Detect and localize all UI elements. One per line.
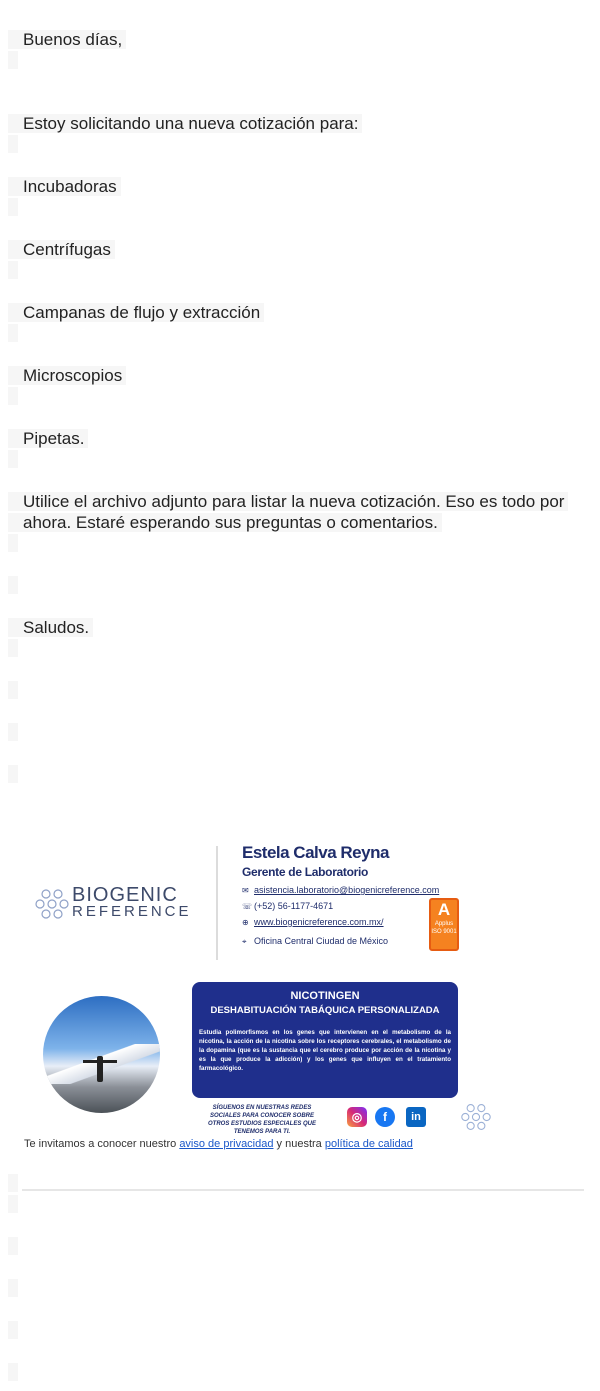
blank-line <box>8 1237 18 1255</box>
blank-line <box>8 135 18 153</box>
closing: Saludos. <box>8 617 578 638</box>
blank-line <box>8 387 18 405</box>
list-item: Campanas de flujo y extracción <box>8 302 578 323</box>
molecule-icon <box>460 1101 492 1133</box>
signature-role: Gerente de Laboratorio <box>242 865 369 879</box>
signature-divider <box>216 846 218 960</box>
banner-body: Estudia polimorfismos en los genes que intervienen en el metabolismo de la nicotina, la acción de la nicotina sobre los receptores cerebrales, el metabolismo de la dopamina (que es la sustancia que el cerebro produce por acción de la nicotina y es la que produce la adicción) y los genes que influyen en el tratamiento farmacológico. <box>199 1029 451 1072</box>
envelope-icon: ✉ <box>242 886 249 895</box>
blank-line <box>8 51 18 69</box>
linkedin-icon[interactable]: in <box>406 1107 426 1127</box>
list-item: Incubadoras <box>8 176 578 197</box>
company-logo <box>34 884 192 924</box>
quality-policy-link[interactable]: política de calidad <box>324 1138 413 1150</box>
cert-grade: A <box>437 900 451 919</box>
social-invite-text: SÍGUENOS EN NUESTRAS REDES SOCIALES PARA CONOCER SOBRE OTROS ESTUDIOS ESPECIALES QUE TENEMOS PARA TI. <box>207 1105 317 1135</box>
logo-line1: BIOGENIC <box>72 884 178 906</box>
certification-badge <box>429 898 459 951</box>
profile-photo <box>43 996 160 1113</box>
list-item: Pipetas. <box>8 428 578 449</box>
blank-line <box>8 261 18 279</box>
privacy-middle: y nuestra <box>276 1138 322 1150</box>
privacy-prefix: Te invitamos a conocer nuestro <box>24 1138 177 1150</box>
facebook-icon[interactable]: f <box>375 1107 395 1127</box>
blank-line <box>8 534 18 552</box>
blank-line <box>8 1195 18 1213</box>
blank-line <box>8 1279 18 1297</box>
blank-line <box>8 1174 18 1192</box>
instagram-icon[interactable]: ◎ <box>347 1107 367 1127</box>
privacy-notice <box>24 1138 413 1150</box>
list-item: Centrífugas <box>8 239 578 260</box>
banner-title: NICOTINGEN <box>290 990 360 1002</box>
blank-line <box>8 324 18 342</box>
cert-brand: Applus <box>434 921 454 927</box>
logo-line2: REFERENCE <box>72 903 192 920</box>
body-text: Utilice el archivo adjunto para listar la nueva cotización. Eso es todo por ahora. Estaré esperando sus preguntas o comentarios. <box>8 491 578 533</box>
blank-line <box>8 576 18 594</box>
blank-line <box>8 639 18 657</box>
banner-subtitle: DESHABITUACIÓN TABÁQUICA PERSONALIZADA <box>210 1005 440 1016</box>
signature-phone: ☏ (+52) 56-1177-4671 <box>242 899 333 913</box>
privacy-policy-link[interactable]: aviso de privacidad <box>179 1138 274 1150</box>
blank-line <box>8 1321 18 1339</box>
signature-website[interactable]: ⊕ www.biogenicreference.com.mx/ <box>242 915 384 929</box>
blank-line <box>8 1363 18 1381</box>
signature-email[interactable]: ✉ asistencia.laboratorio@biogenicreference.com <box>242 883 439 897</box>
signature-name: Estela Calva Reyna <box>242 843 389 862</box>
list-item: Microscopios <box>8 365 578 386</box>
molecule-icon <box>34 886 70 922</box>
phone-icon: ☏ <box>242 902 253 911</box>
signature-office: ⌖ Oficina Central Ciudad de México <box>242 934 388 948</box>
globe-icon: ⊕ <box>242 918 249 927</box>
location-pin-icon: ⌖ <box>242 937 247 946</box>
greeting: Buenos días, <box>8 29 578 50</box>
blank-line <box>8 450 18 468</box>
blank-line <box>8 765 18 783</box>
intro-text: Estoy solicitando una nueva cotización para: <box>8 113 578 134</box>
blank-line <box>8 198 18 216</box>
promo-banner <box>192 982 458 1098</box>
blank-line <box>8 681 18 699</box>
blank-line <box>8 723 18 741</box>
horizontal-rule <box>22 1189 584 1191</box>
cert-standard: ISO 9001 <box>431 929 457 935</box>
